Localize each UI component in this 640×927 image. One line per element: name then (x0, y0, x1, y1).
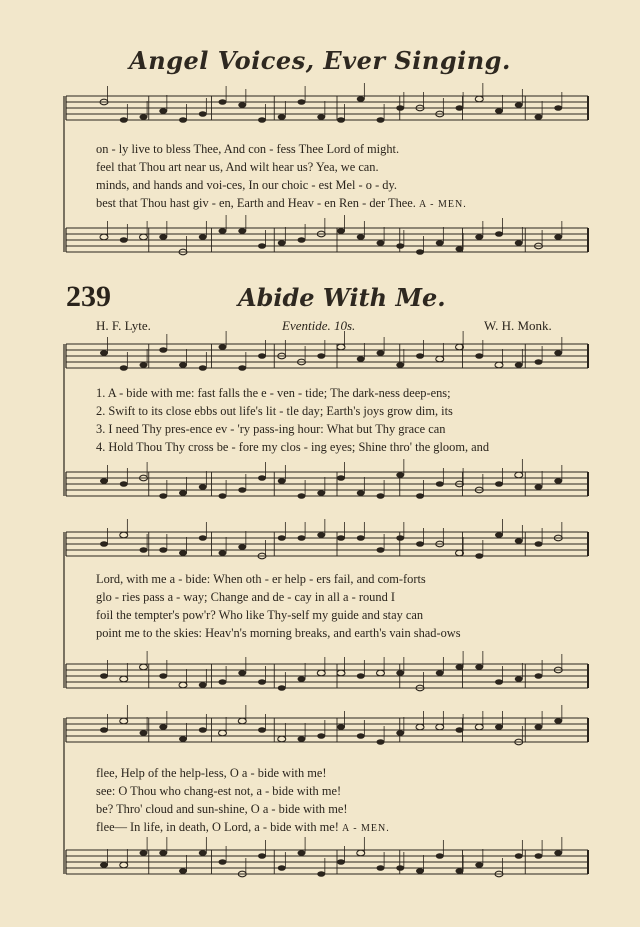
lyric-line: flee, Help of the help-less, O a - bide with me! (96, 766, 327, 780)
lyric-line: see: O Thou who chang-est not, a - bide with me! (96, 784, 342, 798)
lyric-line: 1. A - bide with me: fast falls the e - ven - tide; The dark-ness deep-ens; (96, 386, 451, 400)
amen-label: A - MEN. (419, 199, 467, 210)
amen-label: A - MEN. (342, 823, 390, 834)
lyric-line: Lord, with me a - bide: When oth - er help - ers fail, and com-forts (96, 572, 426, 586)
lyric-line: feel that Thou art near us, And wilt hear us? Yea, we can. (96, 160, 379, 174)
lyric-line: 3. I need Thy pres-ence ev - 'ry pass-ing hour: What but Thy grace can (96, 422, 446, 436)
composer-credit: W. H. Monk. (484, 318, 552, 333)
author-credit: H. F. Lyte. (96, 318, 151, 333)
lyric-line: glo - ries pass a - way; Change and de - cay in all a - round I (96, 590, 395, 604)
lyric-line (96, 818, 596, 836)
lyric-line: minds, and hands and voi-ces, In our choic - est Mel - o - dy. (96, 178, 397, 192)
lyric-line: be? Thro' cloud and sun-shine, O a - bide with me! (96, 802, 348, 816)
top-hymn-lyrics (96, 140, 596, 212)
hymn-number: 239 (66, 280, 111, 313)
lyric-text: best that Thou hast giv - en, Earth and Heav - en Ren - der Thee. (96, 196, 416, 210)
lyric-line: point me to the skies: Heav'n's morning breaks, and earth's vain shad-ows (96, 626, 461, 640)
lyric-line: 2. Swift to its close ebbs out life's lit - tle day; Earth's joys grow dim, its (96, 404, 453, 418)
lyric-line: on - ly live to bless Thee, And con - fess Thee Lord of might. (96, 142, 400, 156)
verse-system-1 (96, 384, 596, 456)
top-hymn-title: Angel Voices, Ever Singing. (129, 46, 511, 75)
lyric-line (96, 194, 596, 212)
verse-system-3 (96, 764, 596, 836)
tune-name: Eventide. 10s. (282, 318, 356, 333)
lyric-text: flee— In life, in death, O Lord, a - bide with me! (96, 820, 339, 834)
verse-system-2 (96, 570, 596, 642)
lyric-line: foil the tempter's pow'r? Who like Thy-self my guide and stay can (96, 608, 424, 622)
lyric-line: 4. Hold Thou Thy cross be - fore my clos - ing eyes; Shine thro' the gloom, and (96, 440, 490, 454)
hymn-title: Abide With Me. (238, 283, 446, 312)
